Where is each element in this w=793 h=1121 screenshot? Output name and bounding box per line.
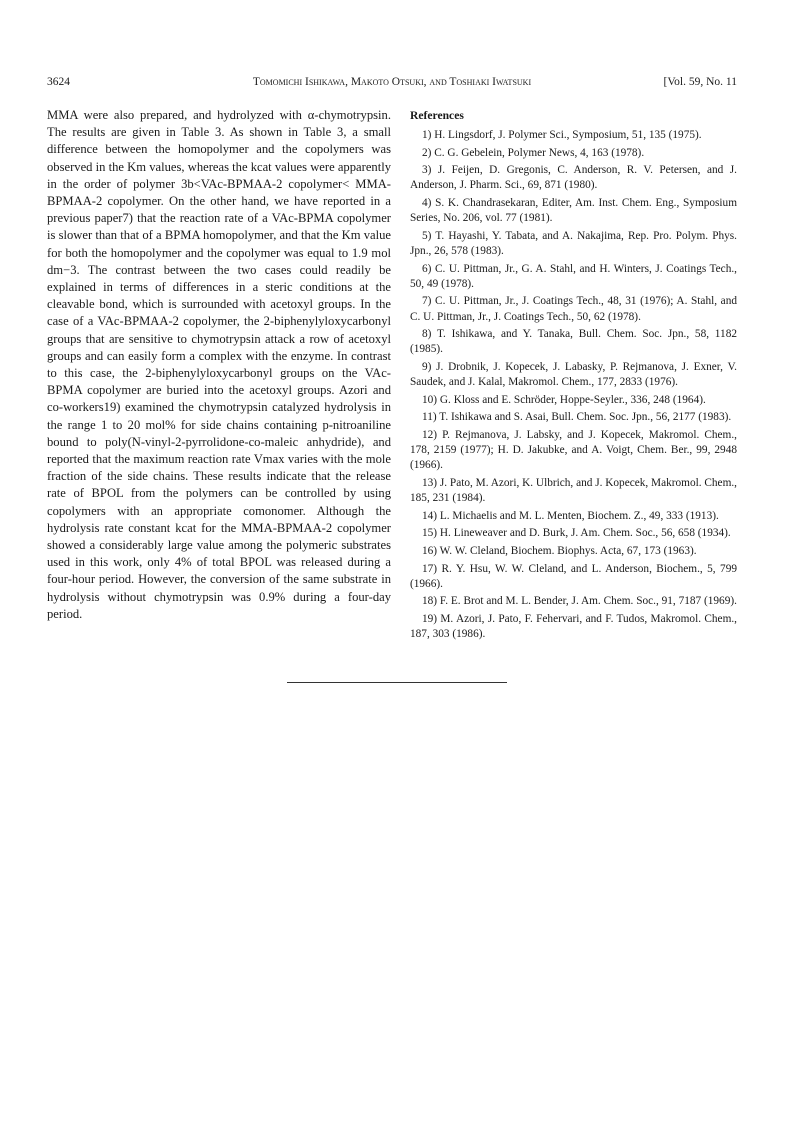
- volume-info: [Vol. 59, No. 11: [663, 76, 737, 88]
- reference-item: 12) P. Rejmanova, J. Labsky, and J. Kopecek, Makromol. Chem., 178, 2159 (1977); H. D. Jakubke, and A. Voigt, Chem. Ber., 99, 2948 (1966).: [410, 428, 737, 472]
- reference-item: 9) J. Drobnik, J. Kopecek, J. Labasky, P. Rejmanova, J. Exner, V. Saudek, and J. Kalal, Makromol. Chem., 177, 2833 (1976).: [410, 360, 737, 389]
- end-rule: [287, 682, 507, 683]
- reference-item: 15) H. Lineweaver and D. Burk, J. Am. Chem. Soc., 56, 658 (1934).: [422, 527, 731, 540]
- body-paragraph: MMA were also prepared, and hydrolyzed with α-chymotrypsin. The results are given in Table 3. As shown in Table 3, a small difference between the homopolymer and the copolymers was observed in the Km values, whereas the kcat values were apparently in the order of polymer 3b<VAc-BPMAA-2 copolymer< MMA-BPMAA-2 copolymer. On the other hand, we have reported in a previous paper7) that the reaction rate of a VAc-BPMA copolymer is slower than that of a BPMA homopolymer, and that the Km value for both the homopolymer and the copolymer was equal to 1.9 mol dm−3. The contrast between the two cases could readily be explained in terms of differences in a steric conditions at the cleavable bond, which is surrounded with acetoxyl groups. In the case of a VAc-BPMAA-2 copolymer, the 2-biphenylyloxycarbonyl groups that are sensitive to chymotrypsin attack a row of acetoxyl groups and can easily form a complex with the enzyme. In contrast to this case, the 2-biphenylyloxycarbonyl groups on the VAc-BPMA copolymer are buried into the acetoxyl groups. Azori and co-workers19) examined the chymotrypsin catalyzed hydrolysis in the range 1 to 20 mol% for side chains containing p-nitroaniline bound to poly(N-vinyl-2-pyrrolidone-co-maleic anhydride), and reported that the maximum reaction rate Vmax varies with the mole fraction of the side chains. These results indicate that the release rate of BPOL from the polymers can be controlled by using copolymers with an appropriate comonomer. Although the hydrolysis rate constant kcat for the MMA-BPMAA-2 copolymer showed a considerably large value among the polymeric substrates used in this work, only 4% of total BPOL was released during a four-hour period. However, the conversion of the same substrate in hydrolysis without chymotrypsin was 0.9% during a four-day period.: [47, 108, 391, 621]
- reference-item: 4) S. K. Chandrasekaran, Editer, Am. Inst. Chem. Eng., Symposium Series, No. 206, vol. 77 (1981).: [410, 196, 737, 225]
- reference-item: 16) W. W. Cleland, Biochem. Biophys. Acta, 67, 173 (1963).: [422, 544, 697, 557]
- reference-item: 18) F. E. Brot and M. L. Bender, J. Am. Chem. Soc., 91, 7187 (1969).: [422, 595, 737, 608]
- reference-item: 2) C. G. Gebelein, Polymer News, 4, 163 (1978).: [422, 146, 645, 159]
- running-authors: Tomomichi Ishikawa, Makoto Otsuki, and Toshiaki Iwatsuki: [252, 76, 532, 88]
- references-column: [410, 107, 737, 645]
- page-number: 3624: [47, 76, 70, 88]
- references-heading: References: [410, 109, 464, 122]
- reference-item: 7) C. U. Pittman, Jr., J. Coatings Tech., 48, 31 (1976); A. Stahl, and C. U. Pittman, Jr., J. Coatings Tech., 50, 62 (1978).: [410, 295, 737, 323]
- reference-item: 6) C. U. Pittman, Jr., G. A. Stahl, and H. Winters, J. Coatings Tech., 50, 49 (1978).: [410, 262, 737, 290]
- reference-item: 13) J. Pato, M. Azori, K. Ulbrich, and J. Kopecek, Makromol. Chem., 185, 231 (1984).: [410, 476, 738, 505]
- running-header: [47, 74, 737, 90]
- reference-item: 17) R. Y. Hsu, W. W. Cleland, and L. Anderson, Biochem., 5, 799 (1966).: [410, 562, 737, 590]
- reference-item: 14) L. Michaelis and M. L. Menten, Biochem. Z., 49, 333 (1913).: [422, 509, 719, 522]
- body-column: [47, 107, 391, 623]
- reference-item: 5) T. Hayashi, Y. Tabata, and A. Nakajima, Rep. Pro. Polym. Phys. Jpn., 26, 578 (1983).: [410, 229, 737, 257]
- reference-item: 3) J. Feijen, D. Gregonis, C. Anderson, R. V. Petersen, and J. Anderson, J. Pharm. Sci., 69, 871 (1980).: [410, 164, 737, 192]
- reference-item: 19) M. Azori, J. Pato, F. Fehervari, and F. Tudos, Makromol. Chem., 187, 303 (1986).: [410, 612, 737, 641]
- reference-item: 11) T. Ishikawa and S. Asai, Bull. Chem. Soc. Jpn., 56, 2177 (1983).: [422, 411, 732, 424]
- reference-item: 1) H. Lingsdorf, J. Polymer Sci., Symposium, 51, 135 (1975).: [422, 129, 702, 141]
- reference-item: 8) T. Ishikawa, and Y. Tanaka, Bull. Chem. Soc. Jpn., 58, 1182 (1985).: [410, 328, 737, 356]
- reference-item: 10) G. Kloss and E. Schröder, Hoppe-Seyler., 336, 248 (1964).: [422, 393, 706, 406]
